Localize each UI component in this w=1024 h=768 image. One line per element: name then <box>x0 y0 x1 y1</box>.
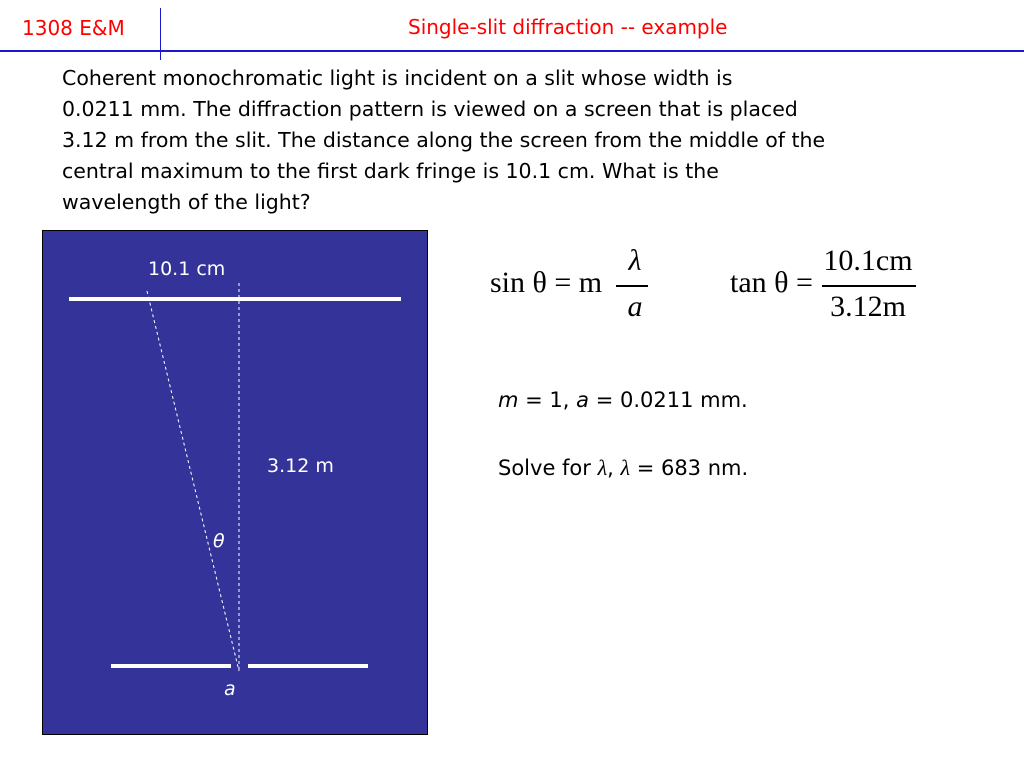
screen-distance-label: 3.12 m <box>267 455 334 477</box>
slide-title: Single-slit diffraction -- example <box>408 15 728 39</box>
equation-sin-fraction-bar <box>616 285 648 287</box>
header-divider <box>160 8 161 60</box>
equation-tan <box>730 244 930 334</box>
solve-separator: , <box>607 456 621 480</box>
lambda-symbol: λ <box>620 455 631 480</box>
problem-line: Coherent monochromatic light is incident on a slit whose width is <box>62 66 733 90</box>
problem-line: central maximum to the first dark fringe is 10.1 cm. What is the <box>62 159 719 183</box>
givens-m-value: = 1, <box>518 388 577 412</box>
problem-statement <box>62 63 992 218</box>
solve-text: Solve for <box>498 456 598 480</box>
diffraction-diagram <box>42 230 428 735</box>
problem-line: 0.0211 mm. The diffraction pattern is viewed on a screen that is placed <box>62 97 798 121</box>
equation-sin-numerator: λ <box>628 244 642 277</box>
givens-m-symbol: m <box>498 388 519 412</box>
solution-line <box>498 455 748 481</box>
equation-sin <box>490 244 660 334</box>
equation-sin-denominator: a <box>627 290 643 323</box>
problem-line: wavelength of the light? <box>62 190 311 214</box>
equation-sin-lhs: sin θ = m <box>490 266 603 299</box>
solve-result: = 683 nm. <box>630 456 749 480</box>
givens-line <box>498 388 748 412</box>
fringe-ray-line <box>147 291 239 671</box>
fringe-distance-label: 10.1 cm <box>148 258 226 280</box>
equation-tan-lhs: tan θ = <box>730 266 813 299</box>
course-label: 1308 E&M <box>22 16 125 40</box>
equation-tan-denominator: 3.12m <box>830 290 906 323</box>
equation-tan-numerator: 10.1cm <box>823 244 913 277</box>
problem-line: 3.12 m from the slit. The distance along the screen from the middle of the <box>62 128 826 152</box>
givens-a-symbol: a <box>576 388 590 412</box>
lambda-symbol: λ <box>597 455 608 480</box>
equation-tan-fraction-bar <box>822 285 916 287</box>
header-rule <box>0 50 1024 52</box>
slit-width-label: a <box>224 678 236 700</box>
angle-label: θ <box>213 530 225 552</box>
givens-a-value: = 0.0211 mm. <box>589 388 748 412</box>
diagram-drawing <box>43 231 429 736</box>
